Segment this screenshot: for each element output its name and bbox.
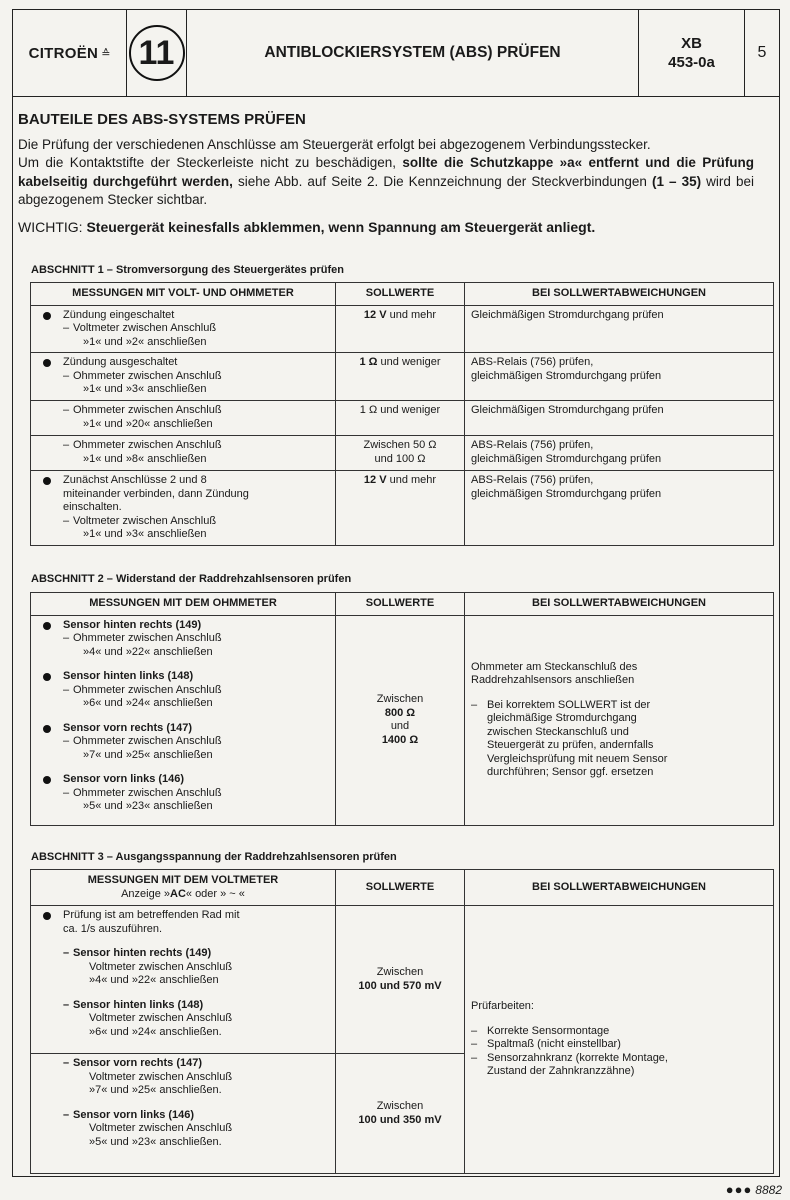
table-header-row	[31, 593, 774, 616]
intro-text: wird bei abgezogenem Stecker sichtbar.	[18, 173, 755, 207]
table-row	[31, 615, 774, 825]
action-line: Zustand der Zahnkranzzähne)	[487, 1065, 635, 1078]
action-cell	[465, 353, 774, 401]
column-header: MESSUNGEN MIT DEM OHMMETER	[31, 593, 336, 616]
title-cell	[187, 10, 639, 96]
measurement-cell	[31, 615, 336, 825]
table-row	[31, 305, 774, 353]
brand-logo: CITROËN	[28, 44, 99, 62]
action-dash-item: – Korrekte Sensormontage	[471, 1024, 610, 1037]
section-1-title: ABSCHNITT 1 – Stromversorgung des Steuergerätes prüfen	[31, 264, 344, 276]
value-text: und mehr	[386, 474, 437, 486]
intro-text: siehe Abb. auf Seite 2. Die Kennzeichnung der Steckverbindungen	[232, 173, 652, 189]
dash-item: – Voltmeter zwischen Anschluß	[37, 515, 329, 529]
sub-item: »1« und »3« anschließen	[83, 383, 207, 395]
action-line: Raddrehzahlsensors anschließen	[471, 674, 635, 686]
dash-item: – Ohmmeter zwischen Anschluß	[37, 735, 329, 749]
model-code: XB	[681, 35, 702, 52]
sensor-item: – Sensor vorn rechts (147)	[37, 1057, 329, 1071]
section-heading: BAUTEILE DES ABS-SYSTEMS PRÜFEN	[18, 111, 306, 128]
sensor-item: Sensor vorn rechts (147)	[37, 722, 329, 736]
table-row	[31, 353, 774, 401]
measurement-cell	[31, 353, 336, 401]
action-dash-item: – Bei korrektem SOLLWERT ist der	[471, 698, 651, 711]
action-line: Prüfarbeiten:	[471, 1000, 534, 1013]
footer-dots-icon: ●●●	[725, 1182, 753, 1197]
sub-item: »1« und »2« anschließen	[83, 335, 207, 348]
value-cell	[336, 906, 465, 1054]
dash-item: – Ohmmeter zwischen Anschluß	[37, 632, 329, 646]
column-header: SOLLWERTE	[336, 593, 465, 616]
chapter-cell	[127, 10, 187, 96]
value-cell	[336, 305, 465, 353]
intro-section	[18, 100, 754, 236]
dash-item: – Ohmmeter zwischen Anschluß	[37, 404, 329, 418]
sub-item: Voltmeter zwischen Anschluß	[89, 960, 233, 973]
section-1-table	[30, 282, 774, 546]
subtitle-text: Anzeige »	[121, 887, 170, 900]
sensor-item: – Sensor hinten links (148)	[37, 999, 329, 1013]
page-footer	[726, 1182, 782, 1197]
action-line: ABS-Relais (756) prüfen,	[471, 356, 594, 368]
action-line: Bei korrektem SOLLWERT ist der	[487, 698, 651, 711]
table-row	[31, 436, 774, 471]
bullet-continuation: miteinander verbinden, dann Zündung	[63, 487, 249, 500]
measurement-cell	[31, 401, 336, 436]
dash-item: – Ohmmeter zwischen Anschluß	[37, 370, 329, 384]
intro-bold: (1 – 35)	[651, 173, 702, 189]
sensor-item: – Sensor vorn links (146)	[37, 1109, 329, 1123]
page-header	[13, 10, 779, 97]
intro-bold: sollte die Schutzkappe »a« entfernt und die Prüfung kabelseitig durchgeführt werden,	[18, 155, 754, 189]
sensor-item: Sensor hinten links (148)	[37, 670, 329, 684]
sub-item: »7« und »25« anschließen.	[89, 1084, 222, 1096]
action-cell	[465, 615, 774, 825]
footer-code: 8882	[755, 1183, 782, 1197]
value-line: Zwischen 50 Ω	[363, 439, 437, 451]
intro-text: Um die Kontaktstifte der Steckerleiste nicht zu beschädigen,	[18, 155, 403, 170]
column-header: SOLLWERTE	[336, 870, 465, 906]
brand-cell	[13, 10, 127, 96]
action-line: Vergleichsprüfung mit neuem Sensor	[487, 752, 668, 765]
subtitle-bold: AC	[170, 887, 186, 900]
doc-code: 453-0a	[668, 54, 715, 71]
column-header-subtitle	[37, 888, 329, 902]
intro-line-1: Die Prüfung der verschiedenen Anschlüsse am Steuergerät erfolgt bei abgezogenem Verbindungsstecker.	[18, 136, 651, 152]
bullet-item: Zunächst Anschlüsse 2 und 8	[37, 474, 329, 488]
table-row	[31, 471, 774, 546]
value-text: und weniger	[377, 356, 441, 368]
chapter-number: 11	[129, 25, 185, 81]
column-header	[31, 870, 336, 906]
chevron-logo-icon: ≙	[101, 47, 111, 60]
action-line: gleichmäßigen Stromdurchgang prüfen	[471, 369, 662, 382]
value-cell	[336, 436, 465, 471]
action-line: ABS-Relais (756) prüfen,	[471, 474, 594, 486]
column-header: SOLLWERTE	[336, 283, 465, 306]
column-header: MESSUNGEN MIT VOLT- UND OHMMETER	[31, 283, 336, 306]
measurement-cell	[31, 906, 336, 1054]
sub-item: »7« und »25« anschließen	[83, 748, 213, 761]
value-line: Zwischen	[376, 966, 424, 978]
table-row	[31, 401, 774, 436]
page-number: 5	[757, 44, 767, 61]
page-number-cell	[745, 10, 779, 96]
sub-item: »5« und »23« anschließen	[83, 800, 213, 812]
action-line: zwischen Steckanschluß und	[487, 725, 629, 738]
action-line: gleichmäßigen Stromdurchgang prüfen	[471, 452, 662, 465]
action-line: ABS-Relais (756) prüfen,	[471, 439, 594, 451]
value-cell	[336, 1054, 465, 1174]
dash-item: – Ohmmeter zwischen Anschluß	[37, 787, 329, 801]
action-line: gleichmäßige Stromdurchgang	[487, 712, 637, 724]
measurement-cell	[31, 305, 336, 353]
value-cell	[336, 471, 465, 546]
sub-item: »6« und »24« anschließen.	[89, 1025, 222, 1038]
value-line: 100 und 570 mV	[358, 979, 442, 992]
action-line: Sensorzahnkranz (korrekte Montage,	[487, 1051, 668, 1064]
intro-paragraph	[18, 136, 754, 210]
section-2-table	[30, 592, 774, 826]
sub-item: »1« und »3« anschließen	[83, 528, 207, 540]
bullet-continuation: ca. 1/s auszuführen.	[63, 922, 163, 935]
sub-item: »4« und »22« anschließen	[89, 974, 219, 986]
sensor-item: Sensor vorn links (146)	[37, 773, 329, 787]
bullet-item: Prüfung ist am betreffenden Rad mit	[37, 909, 329, 923]
sensor-item: – Sensor hinten rechts (149)	[37, 947, 329, 961]
dash-item: – Voltmeter zwischen Anschluß	[37, 322, 329, 336]
table-header-row	[31, 283, 774, 306]
action-line: Ohmmeter am Steckanschluß des	[471, 660, 638, 673]
sub-item: »1« und »8« anschließen	[83, 452, 207, 465]
value-line: Zwischen	[376, 1100, 424, 1112]
sub-item: »6« und »24« anschließen	[83, 697, 213, 709]
sub-item: Voltmeter zwischen Anschluß	[89, 1122, 233, 1134]
subtitle-text: « oder » ~ «	[185, 887, 245, 900]
value-line: Zwischen	[376, 693, 424, 705]
action-cell	[465, 436, 774, 471]
table-header-row	[31, 870, 774, 906]
value-line: 800 Ω	[384, 706, 416, 719]
value-bold: 1 Ω	[359, 356, 378, 368]
action-dash-item: – Spaltmaß (nicht einstellbar)	[471, 1038, 621, 1051]
measurement-cell	[31, 436, 336, 471]
column-header: BEI SOLLWERTABWEICHUNGEN	[465, 283, 774, 306]
dash-item: – Ohmmeter zwischen Anschluß	[37, 439, 329, 453]
sub-item: »4« und »22« anschließen	[83, 645, 213, 658]
sub-item: Voltmeter zwischen Anschluß	[89, 1012, 233, 1024]
section-3-table	[30, 869, 774, 1174]
value-bold: 12 V	[363, 308, 387, 321]
action-line: durchführen; Sensor ggf. ersetzen	[487, 766, 654, 778]
action-line: gleichmäßigen Stromdurchgang prüfen	[471, 487, 662, 500]
value-line: 100 und 350 mV	[358, 1113, 442, 1126]
action-cell	[465, 906, 774, 1174]
action-line: Spaltmaß (nicht einstellbar)	[487, 1038, 621, 1051]
important-text: Steuergerät keinesfalls abklemmen, wenn Spannung am Steuergerät anliegt.	[86, 218, 596, 235]
value-cell	[336, 353, 465, 401]
value-cell	[336, 615, 465, 825]
action-cell: Gleichmäßigen Stromdurchgang prüfen	[465, 401, 774, 436]
measurement-cell	[31, 1054, 336, 1174]
important-label: WICHTIG:	[18, 218, 87, 235]
column-header: BEI SOLLWERTABWEICHUNGEN	[465, 593, 774, 616]
dash-item: – Ohmmeter zwischen Anschluß	[37, 684, 329, 698]
value-bold: 12 V	[363, 474, 387, 486]
action-dash-item: – Sensorzahnkranz (korrekte Montage,	[471, 1051, 668, 1064]
page-title: ANTIBLOCKIERSYSTEM (ABS) PRÜFEN	[264, 44, 561, 61]
measurement-cell	[31, 471, 336, 546]
column-header: BEI SOLLWERTABWEICHUNGEN	[465, 870, 774, 906]
section-3-title: ABSCHNITT 3 – Ausgangsspannung der Raddrehzahlsensoren prüfen	[31, 851, 397, 863]
value-line: und	[390, 720, 410, 732]
value-line: 1400 Ω	[381, 733, 419, 746]
bullet-continuation: einschalten.	[63, 501, 122, 513]
code-cell	[639, 10, 745, 96]
action-line: Korrekte Sensormontage	[487, 1024, 610, 1037]
value-cell: 1 Ω und weniger	[336, 401, 465, 436]
value-text: und mehr	[386, 308, 437, 321]
sub-item: Voltmeter zwischen Anschluß	[89, 1070, 233, 1083]
sub-item: »5« und »23« anschließen.	[89, 1135, 222, 1148]
bullet-item: Zündung eingeschaltet	[37, 309, 329, 323]
section-2-title: ABSCHNITT 2 – Widerstand der Raddrehzahlsensoren prüfen	[31, 573, 352, 585]
sub-item: »1« und »20« anschließen	[83, 417, 213, 430]
bullet-item: Zündung ausgeschaltet	[37, 356, 329, 370]
sensor-item: Sensor hinten rechts (149)	[37, 619, 329, 633]
action-cell	[465, 471, 774, 546]
value-line: und 100 Ω	[374, 452, 426, 465]
column-header-title: MESSUNGEN MIT DEM VOLTMETER	[87, 874, 279, 886]
action-cell: Gleichmäßigen Stromdurchgang prüfen	[465, 305, 774, 353]
important-note	[18, 218, 754, 237]
table-row	[31, 906, 774, 1054]
action-line: Steuergerät zu prüfen, andernfalls	[487, 739, 654, 751]
